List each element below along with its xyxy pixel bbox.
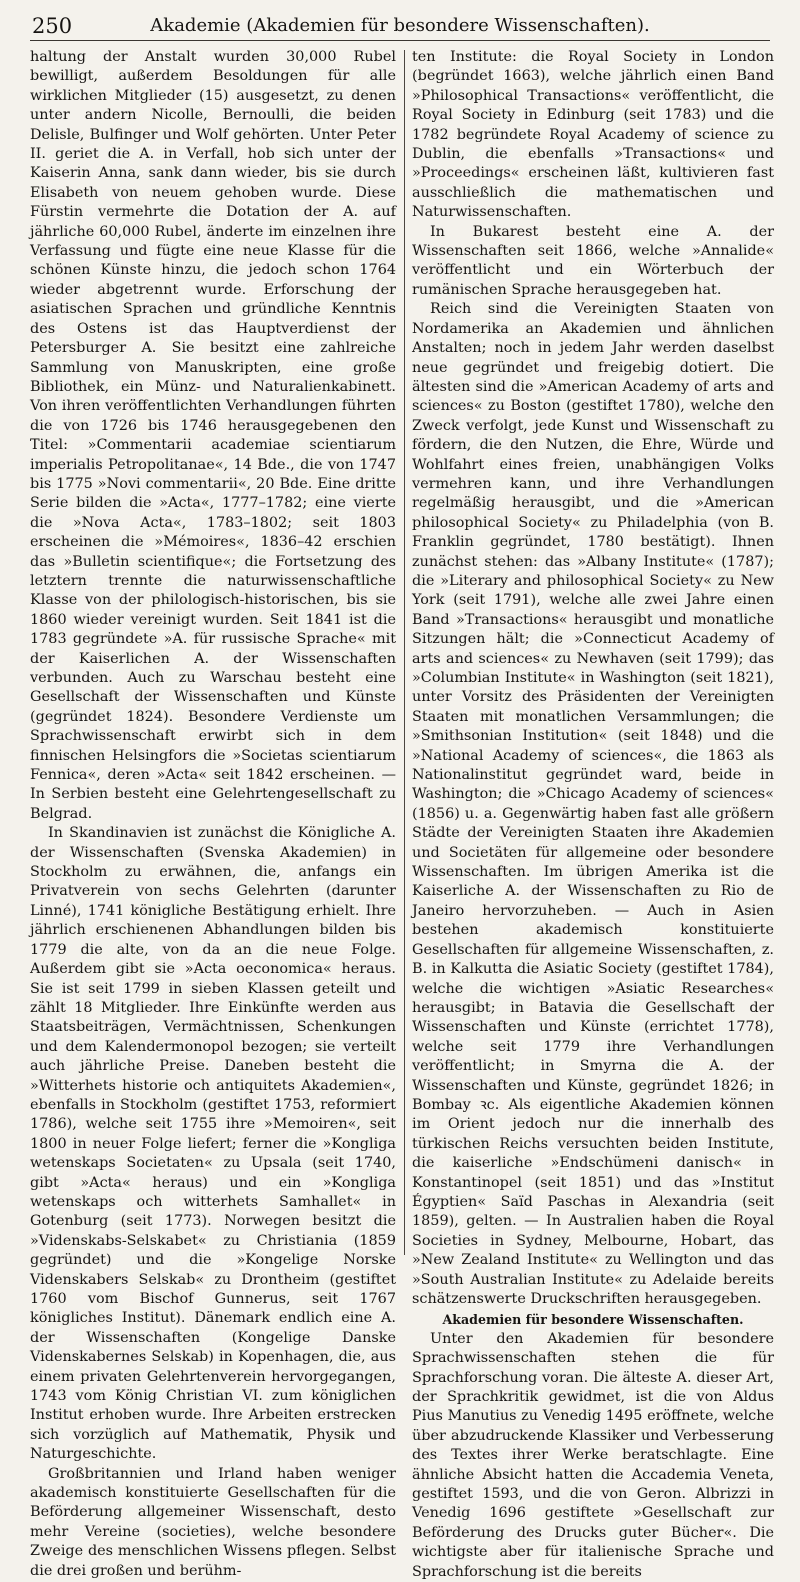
running-head: Akademie (Akademien für besondere Wissenschaften). (150, 15, 650, 36)
left-paragraph-1: haltung der Anstalt wurden 30,000 Rubel bewilligt, außerdem Besoldungen für alle wirklichen Mitglieder (15) ausgesetzt, zu denen unter andern Nicolle, Bernoulli, die beiden Delisle, Bulfinger und Wolf gehörten. Unter Peter II. geriet die A. in Verfall, hob sich unter der Kaiserin Anna, sank dann wieder, bis sie durch Elisabeth von neuem gehoben wurde. Diese Fürstin vermehrte die Dotation der A. auf jährliche 60,000 Rubel, änderte im einzelnen ihre Verfassung und fügte eine neue Klasse für die schönen Künste hinzu, die jedoch schon 1764 wieder abgetrennt wurde. Erforschung der asiatischen Sprachen und gründliche Kenntnis des Ostens ist das Hauptverdienst der Petersburger A. Sie besitzt eine zahlreiche Sammlung von Manuskripten, eine große Bibliothek, ein Münz- und Naturalienkabinett. Von ihren veröffentlichten Verhandlungen führten die von 1726 bis 1746 herausgegebenen den Titel: »Commentarii academiae scientiarum imperialis Petropolitanae«, 14 Bde., die von 1747 bis 1775 »Novi commentarii«, 20 Bde. Eine dritte Serie bilden die »Acta«, 1777–1782; eine vierte die »Nova Acta«, 1783–1802; seit 1803 erscheinen die »Mémoires«, 1836–42 erschien das »Bulletin scientifique«; die Fortsetzung des letztern trennte die naturwissenschaftliche Klasse von der philologisch-historischen, bis sie 1860 wieder vereinigt wurden. Seit 1841 ist die 1783 gegründete »A. für russische Sprache« mit der Kaiserlichen A. der Wissenschaften verbunden. Auch zu Warschau besteht eine Gesellschaft der Wissenschaften und Künste (gegründet 1824). Besondere Verdienste um Sprachwissenschaft erwirbt sich in dem finnischen Helsingfors die »Societas scientiarum Fennica«, deren »Acta« seit 1842 erscheinen. — In Serbien besteht eine Gelehrtengesellschaft zu Belgrad. (30, 49, 396, 822)
page-header (30, 10, 770, 41)
right-paragraph-2: In Bukarest besteht eine A. der Wissenschaften seit 1866, welche »Annalide« veröffentlicht und ein Wörterbuch der rumänischen Sprache herausgegeben hat. (412, 223, 774, 298)
right-column (412, 48, 774, 1580)
section-subheading: Akademien für besondere Wissenschaften. (442, 1312, 744, 1328)
right-paragraph-3: Reich sind die Vereinigten Staaten von Nordamerika an Akademien und ähnlichen Anstalten; noch in jedem Jahr werden daselbst neue gegründet und freigebig dotiert. Die ältesten sind die »American Academy of arts and sciences« zu Boston (gestiftet 1780), welche den Zweck verfolgt, jede Kunst und Wissenschaft zu fördern, die den Nutzen, die Ehre, Würde und Wohlfahrt eines freien, unabhängigen Volks vermehren kann, und ihre Verhandlungen regelmäßig herausgibt, und die »American philosophical Society« zu Philadelphia (von B. Franklin gegründet, 1780 bestätigt). Ihnen zunächst stehen: das »Albany Institute« (1787); die »Literary and philosophical Society« zu New York (seit 1791), welche alle zwei Jahre einen Band »Transactions« herausgibt und monatliche Sitzungen hält; die »Connecticut Academy of arts and sciences« zu Newhaven (seit 1799); das »Columbian Institute« in Washington (seit 1821), unter Vorsitz des Präsidenten der Vereinigten Staaten mit monatlichen Versammlungen; die »Smithsonian Institution« (seit 1848) und die »National Academy of sciences«, die 1863 als Nationalinstitut gegründet ward, beide in Washington; die »Chicago Academy of sciences« (1856) u. a. Gegenwärtig haben fast alle größern Städte der Vereinigten Staaten ihre Akademien und Societäten für allgemeine oder besondere Wissenschaften. Im übrigen Amerika ist die Kaiserliche A. der Wissenschaften zu Rio de Janeiro hervorzuheben. — Auch in Asien bestehen akademisch konstituierte Gesellschaften für allgemeine Wissenschaften, z. B. in Kalkutta die Asiatic Society (gestiftet 1784), welche die wichtigen »Asiatic Researches« herausgibt; in Batavia die Gesellschaft der Wissenschaften und Künste (errichtet 1778), welche seit 1779 ihre Verhandlungen veröffentlicht; in Smyrna die A. der Wissenschaften und Künste, gegründet 1826; in Bombay ꝛc. Als eigentliche Akademien können im Orient jedoch nur die innerhalb des türkischen Reichs versuchten beiden Institute, die kaiserliche »Endschümeni danisch« in Konstantinopel (seit 1851) und das »Institut Égyptien« Saïd Paschas in Alexandria (seit 1859), gelten. — In Australien haben die Royal Societies in Sydney, Melbourne, Hobart, das »New Zealand Institute« zu Wellington und das »South Australian Institute« zu Adelaide bereits schätzenswerte Druckschriften herausgegeben. (412, 301, 774, 1307)
left-column (30, 48, 396, 1579)
left-paragraph-2: In Skandinavien ist zunächst die Königliche A. der Wissenschaften (Svenska Akademien) in Stockholm zu erwähnen, die, anfangs ein Privatverein von sechs Gelehrten (darunter Linné), 1741 königliche Bestätigung erhielt. Ihre jährlich erschienenen Abhandlungen bilden bis 1779 die alte, von da an die neue Folge. Außerdem gibt sie »Acta oeconomica« heraus. Sie ist seit 1799 in sieben Klassen geteilt und zählt 18 Mitglieder. Ihre Einkünfte werden aus Staatsbeiträgen, Vermächtnissen, Schenkungen und dem Kalendermonopol bezogen; sie verteilt auch jährliche Preise. Daneben besteht die »Witterhets historie och antiquitets Akademien«, ebenfalls in Stockholm (gestiftet 1753, reformiert 1786), welche seit 1755 ihre »Memoiren«, seit 1800 in neuer Folge liefert; ferner die »Kongliga wetenskaps Societaten« zu Upsala (seit 1740, gibt »Acta« heraus) und ein »Kongliga wetenskaps och witterhets Samhallet« in Gotenburg (seit 1773). Norwegen besitzt die »Videnskabs-Selskabet« zu Christiania (1859 gegründet) und die »Kongelige Norske Videnskabers Selskab« zu Drontheim (gestiftet 1760 vom Bischof Gunnerus, seit 1767 königliches Institut). Dänemark endlich eine A. der Wissenschaften (Kongelige Danske Videnskabernes Selskab) in Kopenhagen, die, aus einem privaten Gelehrtenverein hervorgegangen, 1743 vom König Christian VI. zum königlichen Institut erhoben wurde. Ihre Arbeiten erstrecken sich vorzüglich auf Mathematik, Physik und Naturgeschichte. (30, 825, 396, 1463)
left-paragraph-3: Großbritannien und Irland haben weniger akademisch konstituierte Gesellschaften für die Beförderung allgemeiner Wissenschaft, desto mehr Vereine (societies), welche besondere Zweige des menschlichen Wissens pflegen. Selbst die drei großen und berühm- (30, 1465, 396, 1579)
right-paragraph-4: Unter den Akademien für besondere Sprachwissenschaften stehen die für Sprachforschung voran. Die älteste A. dieser Art, der Sprachkritik gewidmet, ist die von Aldus Pius Manutius zu Venedig 1495 eröffnete, welche über abzudruckende Klassiker und Verbesserung des Textes ihrer Werke beratschlagte. Eine ähnliche Absicht hatten die Accademia Veneta, gestiftet 1593, und die von Geron. Albrizzi in Venedig 1696 gestiftete »Gesellschaft zur Beförderung des Drucks guter Bücher«. Die wichtigste aber für italienische Sprache und Sprachforschung ist die bereits (412, 1330, 774, 1580)
page-number: 250 (32, 14, 73, 38)
column-divider (404, 50, 405, 1255)
right-paragraph-1: ten Institute: die Royal Society in London (begründet 1663), welche jährlich einen Band »Philosophical Transactions« veröffentlicht, die Royal Society in Edinburg (seit 1783) und die 1782 begründete Royal Academy of science zu Dublin, die ebenfalls »Transactions« und »Proceedings« erscheinen läßt, kultivieren fast ausschließlich die mathematischen und Naturwissenschaften. (412, 49, 774, 221)
